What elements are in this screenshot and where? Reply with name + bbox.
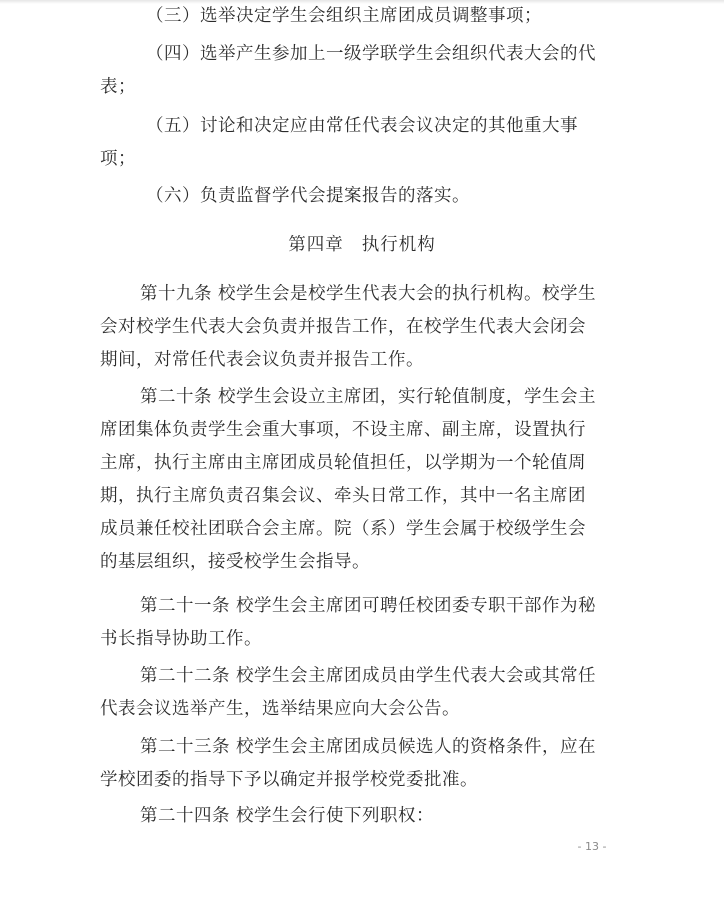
article-20-line-4: 期，执行主席负责召集会议、牵头日常工作，其中一名主席团 (100, 486, 586, 506)
article-19-line-2: 会对校学生代表大会负责并报告工作，在校学生代表大会闭会 (100, 317, 586, 337)
article-20-line-3: 主席，执行主席由主席团成员轮值担任，以学期为一个轮值周 (100, 453, 586, 473)
clause-5-line-1: （五）讨论和决定应由常任代表会议决定的其他重大事 (146, 116, 578, 136)
article-23-line-2: 学校团委的指导下予以确定并报学校党委批准。 (100, 770, 478, 790)
article-20-line-6: 的基层组织，接受校学生会指导。 (100, 552, 370, 572)
article-22 (100, 660, 660, 726)
clause-4-line-1: （四）选举产生参加上一级学联学生会组织代表大会的代 (146, 44, 596, 64)
clause-6-line-1: （六）负责监督学代会提案报告的落实。 (146, 186, 470, 206)
article-19 (100, 278, 660, 377)
article-23 (100, 731, 660, 797)
clause-3-line-1: （三）选举决定学生会组织主席团成员调整事项； (146, 6, 542, 26)
clause-4-line-2: 表； (100, 77, 136, 97)
clause-5-line-2: 项； (100, 149, 136, 169)
article-22-line-1: 第二十二条 校学生会主席团成员由学生代表大会或其常任 (140, 666, 597, 686)
article-20-line-5: 成员兼任校社团联合会主席。院（系）学生会属于校级学生会 (100, 519, 586, 539)
article-19-line-3: 期间，对常任代表会议负责并报告工作。 (100, 350, 424, 370)
article-20-line-2: 席团集体负责学生会重大事项，不设主席、副主席，设置执行 (100, 420, 586, 440)
chapter-heading (0, 230, 724, 260)
clause-5 (100, 110, 660, 176)
article-19-line-1: 第十九条 校学生会是校学生代表大会的执行机构。校学生 (140, 284, 597, 304)
chapter-number: 第四章 (288, 235, 344, 255)
clause-4 (100, 38, 660, 104)
chapter-title: 执行机构 (361, 235, 436, 255)
article-21-line-1: 第二十一条 校学生会主席团可聘任校团委专职干部作为秘 (140, 596, 597, 616)
article-20 (100, 381, 660, 579)
article-21 (100, 590, 660, 656)
clause-6 (146, 180, 706, 213)
article-22-line-2: 代表会议选举产生，选举结果应向大会公告。 (100, 699, 460, 719)
article-24-line-1: 第二十四条 校学生会行使下列职权： (140, 806, 435, 826)
article-20-line-1: 第二十条 校学生会设立主席团，实行轮值制度，学生会主 (140, 387, 597, 407)
article-23-line-1: 第二十三条 校学生会主席团成员候选人的资格条件，应在 (140, 737, 597, 757)
clause-3 (146, 0, 706, 33)
article-24 (100, 800, 660, 833)
article-21-line-2: 书长指导协助工作。 (100, 629, 262, 649)
page-number: - 13 - (577, 840, 607, 853)
